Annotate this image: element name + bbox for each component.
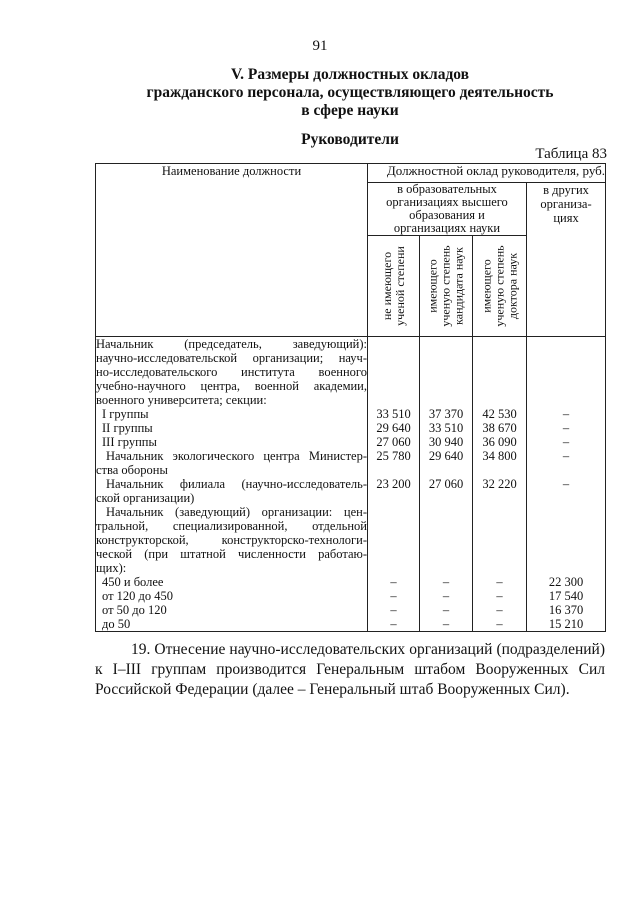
- no-degree-salary-value: [368, 505, 419, 519]
- position-name-line: ческой (при штатной численности работаю-: [96, 547, 367, 561]
- doctor-salary-value: [473, 505, 526, 519]
- header-line: организациях науки: [393, 221, 501, 235]
- position-name-line: от 120 до 450: [102, 589, 174, 603]
- other-orgs-salary-value: [527, 463, 605, 477]
- position-name-line: ской организации): [96, 491, 195, 505]
- doctor-salary-value: [473, 463, 526, 477]
- doctor-salary-value: [473, 533, 526, 547]
- candidate-salary-value: 27 060: [428, 477, 464, 491]
- header-line: ученую степень: [438, 245, 453, 327]
- candidate-salary-value: [420, 519, 472, 533]
- section-title: [100, 66, 600, 120]
- doctor-salary-value: –: [496, 617, 503, 631]
- doctor-salary-value: 32 220: [482, 477, 517, 491]
- salary-table: [95, 163, 606, 632]
- other-orgs-salary-value: [527, 505, 605, 519]
- header-line: образования и: [409, 208, 485, 222]
- other-orgs-salary-value: –: [562, 421, 570, 435]
- doctor-salary-value: 34 800: [482, 449, 517, 463]
- position-name-line: II группы: [102, 421, 153, 435]
- position-name-line: от 50 до 120: [102, 603, 167, 617]
- doctor-values-column: [473, 337, 527, 632]
- no-degree-salary-value: [368, 379, 419, 393]
- no-degree-salary-value: 23 200: [376, 477, 411, 491]
- paragraph-line: 19. Отнесение научно-исследовательских организаций (подразделений): [131, 641, 605, 658]
- header-line: в образовательных: [397, 182, 497, 196]
- header-line: организациях высшего: [386, 195, 508, 209]
- other-orgs-salary-value: [527, 379, 605, 393]
- candidate-salary-value: [420, 379, 472, 393]
- candidate-salary-value: [420, 505, 472, 519]
- no-degree-salary-value: –: [390, 617, 397, 631]
- other-orgs-salary-value: –: [562, 449, 570, 463]
- candidate-salary-value: 37 370: [428, 407, 464, 421]
- no-degree-salary-value: [368, 561, 419, 575]
- doctor-salary-value: [473, 365, 526, 379]
- other-orgs-salary-value: [527, 351, 605, 365]
- doctor-salary-value: –: [496, 603, 503, 617]
- candidate-salary-value: [420, 561, 472, 575]
- header-line: ученую степень: [492, 245, 506, 327]
- position-names-column: [96, 337, 368, 632]
- position-name-line: щих):: [96, 561, 127, 575]
- header-line: циях: [553, 211, 579, 225]
- header-salary: Должностной оклад руководителя, руб.: [368, 164, 606, 183]
- no-degree-salary-value: [368, 519, 419, 533]
- header-line: организа-: [540, 197, 592, 211]
- doctor-salary-value: [473, 337, 526, 351]
- position-name-line: Начальник филиала (научно-исследователь-: [106, 477, 367, 491]
- other-orgs-salary-value: 15 210: [548, 617, 584, 631]
- position-name-line: ства обороны: [96, 463, 168, 477]
- candidate-salary-value: [420, 351, 472, 365]
- other-orgs-salary-value: –: [562, 407, 570, 421]
- no-degree-values-column: [368, 337, 420, 632]
- other-orgs-salary-value: [527, 337, 605, 351]
- section-title-line: гражданского персонала, осуществляющего деятельность: [146, 84, 554, 101]
- other-orgs-salary-value: [527, 547, 605, 561]
- position-name-line: 450 и более: [102, 575, 164, 589]
- position-name-line: тральной, специализированной, отдельной: [96, 519, 367, 533]
- other-orgs-salary-value: 16 370: [548, 603, 584, 617]
- header-line: имеющего: [425, 259, 440, 313]
- doctor-salary-value: [473, 393, 526, 407]
- no-degree-salary-value: –: [390, 575, 397, 589]
- doctor-salary-value: –: [496, 589, 503, 603]
- position-name-line: учебно-научного центра, военной академии,: [96, 379, 367, 393]
- header-line: не имеющего: [379, 251, 394, 321]
- body-paragraph: [95, 640, 605, 700]
- candidate-salary-value: [420, 393, 472, 407]
- doctor-salary-value: 36 090: [482, 435, 517, 449]
- candidate-salary-value: 33 510: [428, 421, 464, 435]
- no-degree-salary-value: [368, 491, 419, 505]
- header-doctor-degree: [473, 236, 527, 337]
- section-title-line: V. Размеры должностных окладов: [230, 66, 470, 83]
- doctor-salary-value: [473, 351, 526, 365]
- candidate-salary-value: –: [442, 617, 450, 631]
- no-degree-salary-value: [368, 337, 419, 351]
- header-no-degree: [368, 236, 420, 337]
- table-label: Таблица 83: [535, 146, 607, 162]
- other-orgs-salary-value: [527, 393, 605, 407]
- other-orgs-values-column: [527, 337, 606, 632]
- header-other-orgs: [527, 183, 606, 337]
- other-orgs-salary-value: [527, 561, 605, 575]
- candidate-salary-value: 30 940: [428, 435, 464, 449]
- candidate-salary-value: [420, 547, 472, 561]
- candidate-salary-value: [420, 337, 472, 351]
- doctor-salary-value: 38 670: [482, 421, 517, 435]
- candidate-salary-value: [420, 533, 472, 547]
- candidate-values-column: [420, 337, 473, 632]
- position-name-line: до 50: [102, 617, 131, 631]
- candidate-salary-value: [420, 365, 472, 379]
- other-orgs-salary-value: –: [562, 477, 570, 491]
- other-orgs-salary-value: 17 540: [548, 589, 584, 603]
- position-name-line: но-исследовательского института военного: [96, 365, 367, 379]
- page-number: 91: [312, 38, 328, 54]
- header-line: имеющего: [479, 259, 493, 313]
- candidate-salary-value: [420, 463, 472, 477]
- doctor-salary-value: [473, 379, 526, 393]
- header-line: в других: [543, 183, 589, 197]
- subsection-title: Руководители: [301, 131, 399, 148]
- no-degree-salary-value: –: [390, 603, 397, 617]
- no-degree-salary-value: [368, 463, 419, 477]
- header-line: кандидата наук: [451, 247, 466, 325]
- no-degree-salary-value: 33 510: [376, 407, 411, 421]
- other-orgs-salary-value: –: [562, 435, 570, 449]
- position-name-line: Начальник (председатель, заведующий):: [96, 337, 367, 351]
- doctor-salary-value: [473, 491, 526, 505]
- candidate-salary-value: –: [442, 589, 450, 603]
- position-name-line: III группы: [102, 435, 157, 449]
- other-orgs-salary-value: [527, 519, 605, 533]
- no-degree-salary-value: 25 780: [376, 449, 411, 463]
- candidate-salary-value: 29 640: [428, 449, 464, 463]
- position-name-line: Начальник (заведующий) организации: цен-: [106, 505, 367, 519]
- no-degree-salary-value: 29 640: [376, 421, 411, 435]
- header-position-name: Наименование должности: [96, 164, 368, 337]
- header-higher-education-orgs: [368, 183, 527, 236]
- no-degree-salary-value: [368, 351, 419, 365]
- no-degree-salary-value: [368, 365, 419, 379]
- no-degree-salary-value: [368, 533, 419, 547]
- other-orgs-salary-value: [527, 491, 605, 505]
- no-degree-salary-value: 27 060: [376, 435, 411, 449]
- header-line: доктора наук: [505, 252, 519, 320]
- candidate-salary-value: [420, 491, 472, 505]
- position-name-line: I группы: [102, 407, 149, 421]
- header-line: ученой степени: [392, 246, 407, 326]
- doctor-salary-value: 42 530: [482, 407, 517, 421]
- candidate-salary-value: –: [442, 603, 450, 617]
- no-degree-salary-value: [368, 547, 419, 561]
- other-orgs-salary-value: 22 300: [548, 575, 584, 589]
- doctor-salary-value: [473, 547, 526, 561]
- position-name-line: научно-исследовательской организации; науч-: [96, 351, 367, 365]
- position-name-line: Начальник экологического центра Министер-: [106, 449, 367, 463]
- other-orgs-salary-value: [527, 365, 605, 379]
- position-name-line: конструкторской, конструкторско-технологи-: [96, 533, 367, 547]
- doctor-salary-value: [473, 519, 526, 533]
- no-degree-salary-value: [368, 393, 419, 407]
- no-degree-salary-value: –: [390, 589, 397, 603]
- doctor-salary-value: –: [496, 575, 503, 589]
- doctor-salary-value: [473, 561, 526, 575]
- paragraph-line: к I–III группам производится Генеральным штабом Вооруженных Сил: [95, 661, 605, 678]
- paragraph-line: Российской Федерации (далее – Генеральный штаб Вооруженных Сил).: [95, 681, 570, 698]
- candidate-salary-value: –: [442, 575, 450, 589]
- position-name-line: военного университета; секции:: [96, 393, 267, 407]
- other-orgs-salary-value: [527, 533, 605, 547]
- section-title-line: в сфере науки: [301, 102, 399, 119]
- header-candidate-degree: [420, 236, 473, 337]
